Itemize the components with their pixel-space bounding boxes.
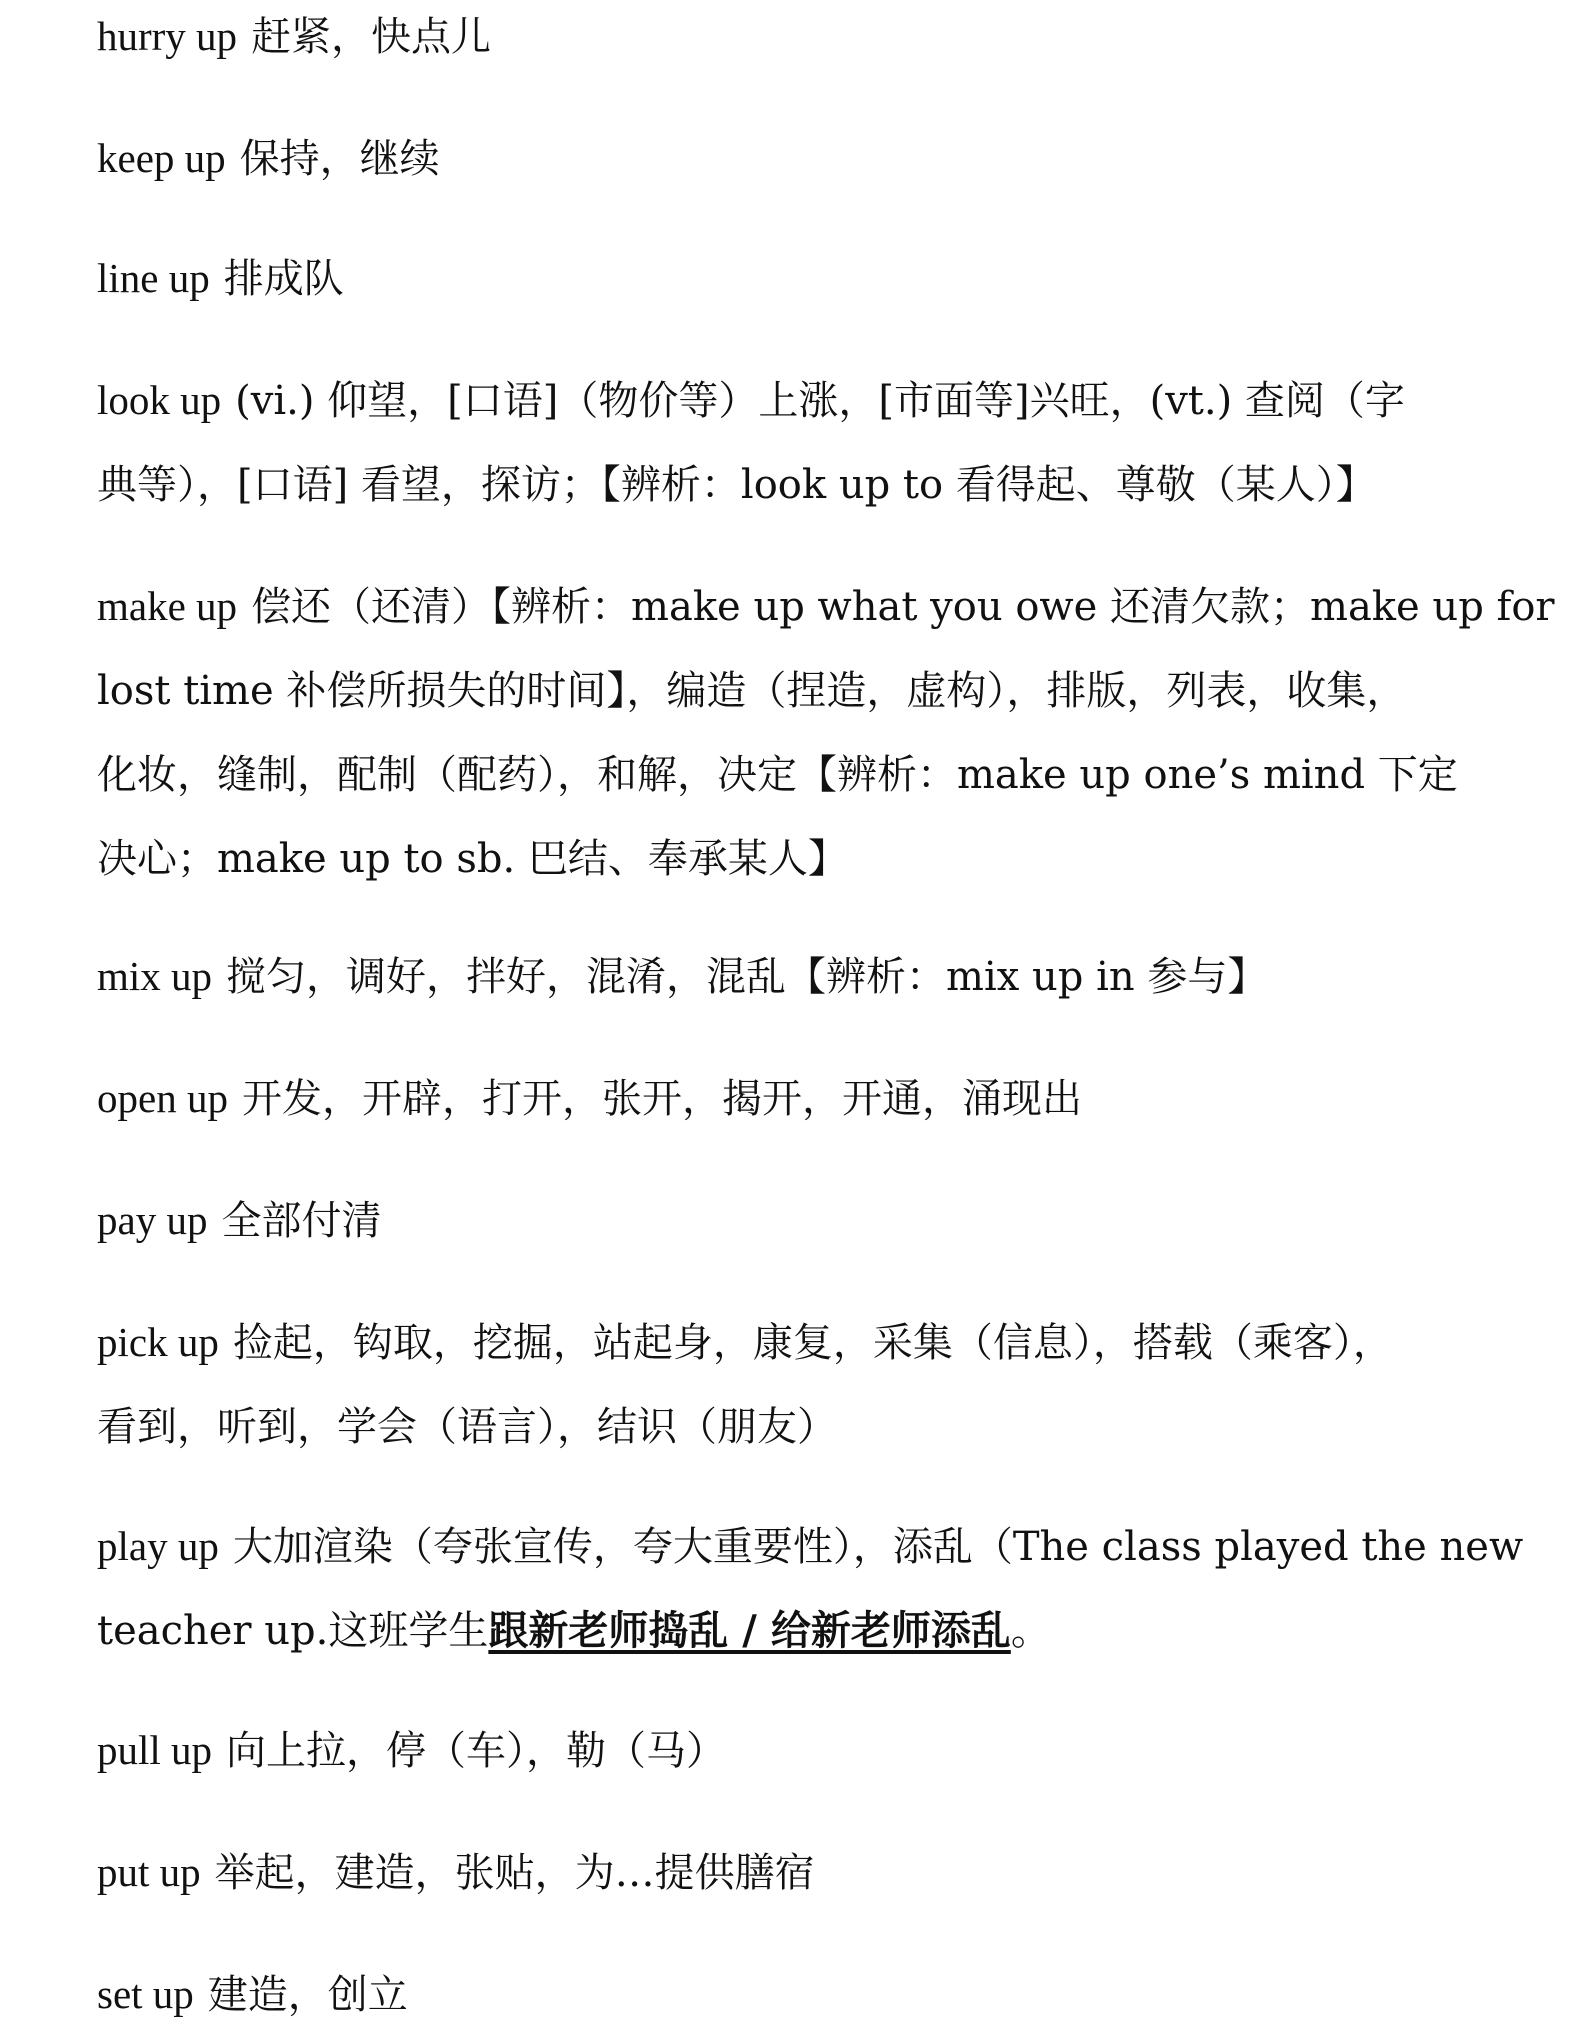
definition: 大加渲染（夸张宣传，夸大重要性），添乱（The class played the new	[232, 1524, 1524, 1570]
entry-pick-up	[97, 1300, 1537, 1469]
entry-pay-up	[97, 1178, 1537, 1263]
entry-line	[97, 1504, 1537, 1589]
entry-set-up	[97, 1952, 1537, 2037]
entry-put-up	[97, 1830, 1537, 1915]
phrase: mix up	[97, 953, 213, 999]
entry-pull-up	[97, 1708, 1537, 1793]
entry-look-up	[97, 358, 1537, 527]
phrase: look up	[97, 377, 222, 423]
entry-keep-up	[97, 116, 1537, 201]
definition: 偿还（还清）【辨析：make up what you owe 还清欠款；make up for	[251, 584, 1555, 630]
emphasized-translation: 跟新老师捣乱 / 给新老师添乱	[488, 1607, 1011, 1654]
entry-open-up	[97, 1056, 1537, 1141]
definition: 建造，创立	[207, 1972, 408, 2018]
phrase: make up	[97, 583, 238, 629]
entry-line	[97, 1589, 1537, 1673]
definition: 举起，建造，张贴，为…提供膳宿	[214, 1850, 815, 1896]
definition: 开发，开辟，打开，张开，揭开，开通，涌现出	[241, 1076, 1082, 1122]
phrase: put up	[97, 1849, 201, 1895]
phrase: set up	[97, 1971, 194, 2017]
entry-make-up	[97, 564, 1555, 901]
definition: 赶紧，快点儿	[251, 14, 492, 60]
definition: (vi.) 仰望，[口语]（物价等）上涨，[市面等]兴旺，(vt.) 查阅（字	[235, 378, 1405, 424]
phrase: pick up	[97, 1319, 219, 1365]
phrase: play up	[97, 1523, 219, 1569]
definition: 决心；make up to sb. 巴结、奉承某人】	[97, 836, 848, 882]
definition: 保持，继续	[239, 136, 440, 182]
entry-line	[97, 564, 1555, 649]
definition: lost time 补偿所损失的时间】，编造（捏造，虚构），排版，列表，收集，	[97, 668, 1407, 714]
definition: 化妆，缝制，配制（配药），和解，决定【辨析：make up one’s mind 下定	[97, 752, 1458, 798]
definition: 捡起，钩取，挖掘，站起身，康复，采集（信息），搭载（乘客），	[232, 1320, 1393, 1366]
definition: 看到，听到，学会（语言），结识（朋友）	[97, 1404, 837, 1450]
phrase: hurry up	[97, 13, 238, 59]
definition: 向上拉，停（车），勒（马）	[226, 1728, 727, 1774]
definition: teacher up.这班学生	[97, 1608, 489, 1654]
definition: 典等），[口语] 看望，探访；【辨析：look up to 看得起、尊敬（某人）】	[97, 462, 1376, 508]
entry-line	[97, 358, 1537, 443]
phrase: pull up	[97, 1727, 213, 1773]
definition: 排成队	[223, 256, 344, 302]
entry-line	[97, 1300, 1537, 1385]
definition: 全部付清	[221, 1198, 382, 1244]
entry-mix-up	[97, 934, 1537, 1019]
definition-tail: 。	[1010, 1608, 1051, 1654]
phrase: keep up	[97, 135, 226, 181]
phrase: pay up	[97, 1197, 208, 1243]
entry-line-up	[97, 236, 1537, 321]
phrase: open up	[97, 1075, 228, 1121]
entry-hurry-up	[97, 0, 1537, 79]
definition: 搅匀，调好，拌好，混淆，混乱【辨析：mix up in 参与】	[226, 954, 1268, 1000]
entry-play-up	[97, 1504, 1537, 1673]
phrase: line up	[97, 255, 210, 301]
